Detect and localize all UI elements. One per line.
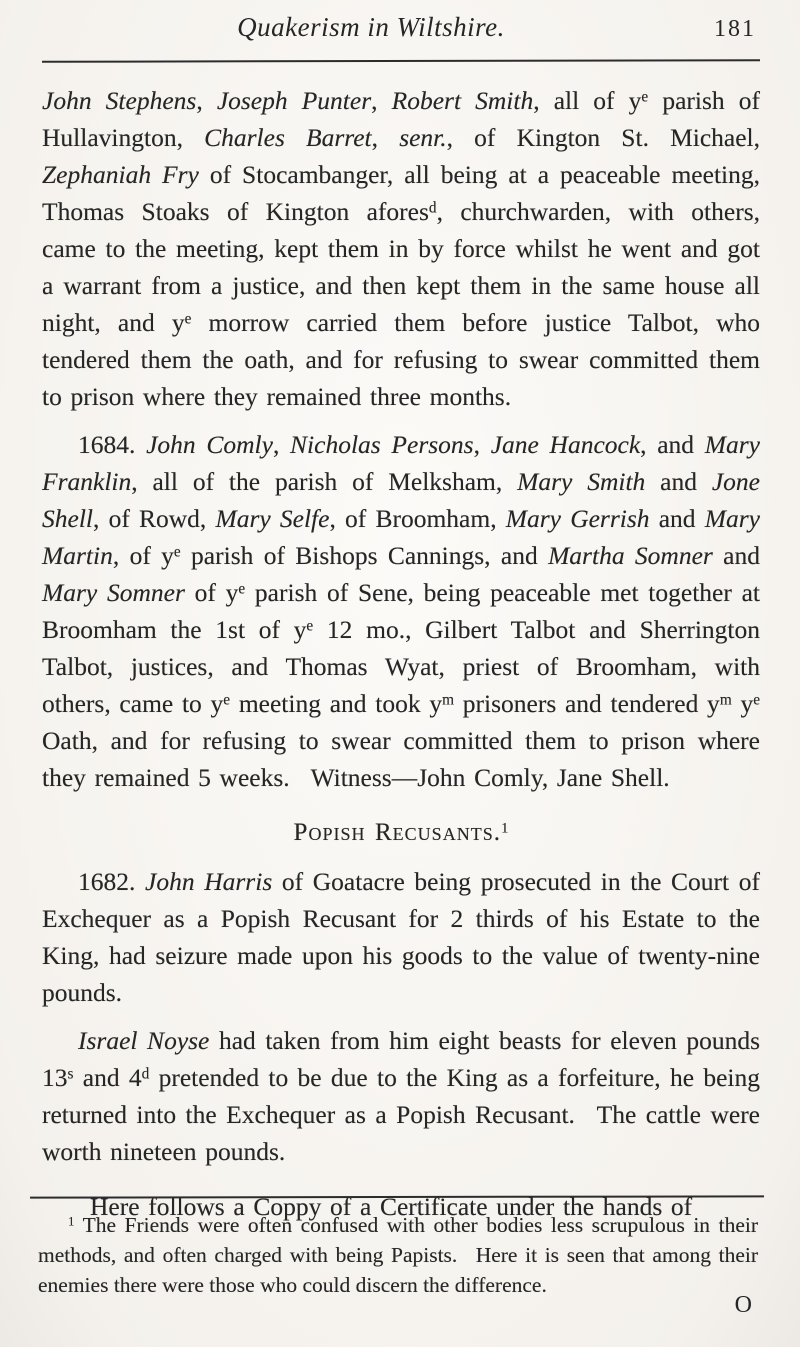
- italic-text: Zephaniah Fry: [42, 160, 199, 189]
- text-segment: ,: [371, 86, 392, 115]
- superscript-text: m: [442, 691, 455, 709]
- footnote-rule: [30, 1195, 764, 1198]
- italic-text: Charles Barret: [204, 123, 372, 152]
- italic-text: John Comly: [146, 430, 273, 459]
- text-segment: 12 mo., Gilbert Talbot and Sherrington Talbot, justices, and Thomas Wyat, priest of Broomham, with others, came to y: [42, 615, 760, 718]
- superscript-text: s: [67, 1065, 74, 1083]
- text-column: [42, 82, 761, 1221]
- italic-text: Jane Hancock: [490, 430, 641, 459]
- italic-text: John Stephens: [42, 86, 197, 115]
- italic-text: John Harris: [145, 867, 273, 896]
- text-segment: ,: [473, 430, 491, 459]
- footnote-block: [30, 1196, 764, 1300]
- text-segment: of Goatacre being prosecuted in the Court of Exchequer as a Popish Recusant for 2 thirds of his Estate to the King, had seizure made upon his goods to the value of twenty-nine pounds.: [42, 867, 760, 1007]
- italic-text: Nicholas Persons: [290, 430, 474, 459]
- superscript-text: d: [428, 199, 437, 217]
- superscript-text: e: [641, 88, 649, 106]
- superscript-text: e: [753, 691, 761, 709]
- italic-text: Mary Somner: [42, 578, 185, 607]
- superscript-text: d: [141, 1065, 150, 1083]
- italic-text: Jone Shell: [42, 467, 760, 533]
- text-segment: ,: [371, 123, 400, 152]
- text-segment: morrow carried them before justice Talbot, who tendered them the oath, and for refusing to swear committed them to prison where they remained three months.: [42, 308, 761, 411]
- text-segment: prisoners and tendered y: [454, 689, 720, 718]
- text-segment: , of Broomham,: [329, 504, 506, 533]
- text-segment: y: [731, 689, 754, 718]
- text-segment: pretended to be due to the King as a forfeiture, he being returned into the Exchequer as a Popish Recusant. The cattle were worth nineteen pounds.: [42, 1063, 760, 1166]
- italic-text: Mary Franklin: [42, 430, 760, 496]
- italic-text: Mary Selfe: [215, 504, 330, 533]
- superscript-text: e: [306, 617, 314, 635]
- italic-text: Martha Somner: [548, 541, 713, 570]
- text-segment: and: [712, 541, 760, 570]
- running-title: Quakerism in Wiltshire.: [237, 12, 505, 42]
- superscript-text: e: [173, 543, 181, 561]
- italic-text: Robert Smith: [391, 86, 534, 115]
- text-segment: and: [649, 504, 705, 533]
- italic-text: Mary Gerrish: [505, 504, 650, 533]
- section-heading-text: Popish Recusants.: [293, 819, 501, 846]
- italic-text: Joseph Punter: [216, 86, 372, 115]
- paragraph-1684: [42, 426, 760, 796]
- text-segment: , and: [640, 430, 705, 459]
- text-segment: parish of Sene, being peaceable met together at Broomham the 1st of y: [42, 578, 760, 644]
- text-segment: , all of y: [533, 86, 642, 115]
- superscript-text: e: [223, 691, 231, 709]
- text-segment: parish of Bishops Cannings, and: [180, 541, 549, 570]
- footnote-text: [38, 1210, 758, 1300]
- text-segment: 1682.: [78, 867, 146, 896]
- page-number: 181: [714, 16, 756, 42]
- section-heading: [42, 814, 760, 851]
- italic-text: Mary Martin: [42, 504, 760, 570]
- text-segment: , all of the parish of Melksham,: [131, 467, 518, 496]
- text-segment: , of Rowd,: [93, 504, 216, 533]
- text-segment: and 4: [73, 1063, 142, 1092]
- paragraph-1682: [42, 863, 760, 1011]
- text-segment: and: [645, 467, 712, 496]
- text-segment: of y: [184, 578, 239, 607]
- text-segment: , of Kington St. Michael,: [446, 123, 761, 152]
- text-segment: The Friends were often confused with other bodies less scrupulous in their methods, and often charged with being Papists. Here it is seen that among their enemies there were those who could discern the difference.: [38, 1213, 758, 1297]
- text-segment: Oath, and for refusing to swear committed them to prison where they remained 5 weeks. Witness—John Comly, Jane Shell.: [42, 726, 760, 792]
- italic-text: senr.: [399, 123, 447, 152]
- text-segment: had taken from him eight beasts for eleven pounds 13: [42, 1026, 761, 1092]
- text-segment: 1684.: [78, 430, 147, 459]
- text-segment: , churchwarden, with others, came to the meeting, kept them in by force whilst he went and got a warrant from a justice, and then kept them in the same house all night, and y: [42, 197, 760, 337]
- text-segment: ,: [272, 430, 291, 459]
- text-segment: ,: [196, 86, 217, 115]
- paragraph-continuation: [42, 82, 760, 415]
- superscript-text: e: [238, 580, 246, 598]
- text-segment: of Stocambanger, all being at a peaceable meeting, Thomas Stoaks of Kington afores: [42, 160, 760, 226]
- superscript-text: e: [184, 310, 192, 328]
- footnote-reference: 1: [500, 820, 509, 837]
- text-segment: meeting and took y: [230, 689, 443, 718]
- page-header: [42, 12, 760, 56]
- text-segment: Here follows a Coppy of a Certificate under the hands of: [90, 1192, 693, 1221]
- italic-text: Israel Noyse: [78, 1026, 210, 1055]
- paragraph-israel-noyse: [42, 1022, 760, 1170]
- text-segment: , of y: [112, 541, 174, 570]
- header-rule: [42, 59, 760, 63]
- superscript-text: m: [719, 691, 732, 709]
- text-segment: parish of Hullavington,: [42, 86, 760, 152]
- signature-mark: O: [734, 1292, 752, 1318]
- superscript-text: 1: [68, 1214, 75, 1229]
- italic-text: Mary Smith: [517, 467, 646, 496]
